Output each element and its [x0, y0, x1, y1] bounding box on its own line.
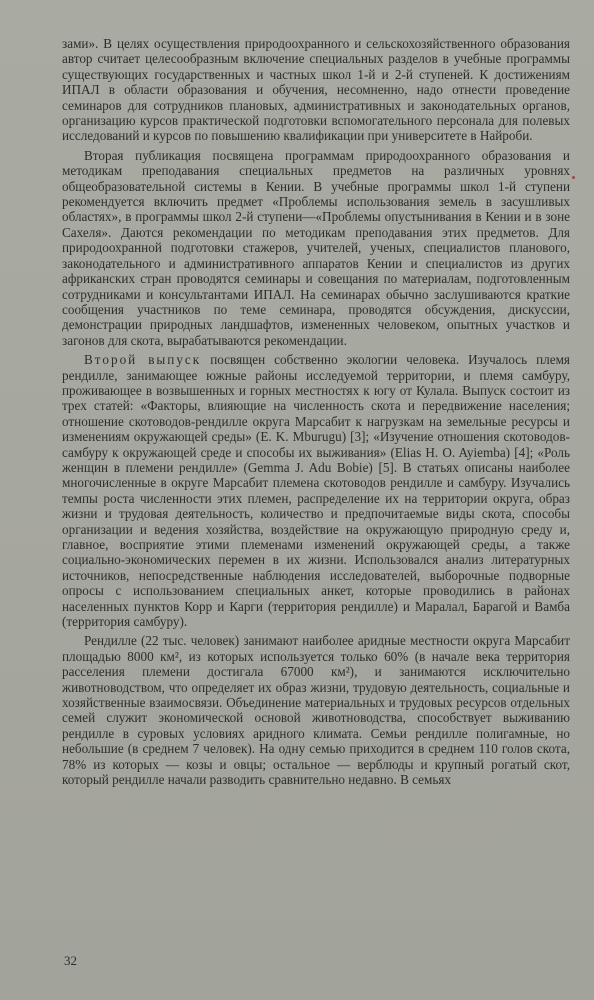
paragraph-rendille: Рендилле (22 тыс. человек) занимают наиболее аридные местности округа Марсабит площадью 8000 км², из которых используется только 60% (в начале века территория расселения племени достигала 67000 км²), и занимаются исключительно животноводством, что определяет их образ жизни, трудовую деятельность, социальные и хозяйственные взаимосвязи. Объединение материальных и трудовых ресурсов отдельных семей служит экономической основой животноводства, способствует выживанию рендилле в суровых условиях аридного климата. Семьи рендилле полигамные, но небольшие (в среднем 7 человек). На одну семью приходится в среднем 110 голов скота, 78% из которых — козы и овцы; остальное — верблюды и крупный рогатый скот, который рендилле начали разводить сравнительно недавно. В семьях	[62, 633, 570, 788]
paragraph-second-publication: Вторая публикация посвящена программам природоохранного образования и методикам преподавания специальных предметов на различных уровнях общеобразовательной системы в Кении. В учебные программы школ 1-й ступени рекомендуется включить предмет «Проблемы использования земель в засушливых областях», в программы школ 2-й ступени—«Проблемы опустынивания в Кении и в зоне Сахеля». Даются рекомендации по методикам преподавания этих предметов. Для природоохранной подготовки стажеров, учителей, ученых, специалистов планового, законодательного и административного аппаратов Кении и специалистов из других африканских стран проводятся семинары и совещания по материалам, подготовленным сотрудниками и консультантами ИПАЛ. На семинарах обычно заслушиваются краткие сообщения участников по теме семинара, проводятся обсуждения, дискуссии, демонстрации природных ландшафтов, измененных человеком, опытных участков и загонов для скота, вырабатываются рекомендации.	[62, 147, 570, 348]
paragraph-second-issue	[62, 352, 570, 629]
main-text	[62, 36, 570, 788]
page-number: 32	[64, 953, 77, 968]
paragraph-second-issue-body: посвящен собственно экологии человека. Изучалось племя рендилле, занимающее южные районы исследуемой территории, и племя самбуру, проживающее в возвышенных и горных местностях к югу от Кулала. Выпуск состоит из трех статей: «Факторы, влияющие на численность скота и передвижение населения; отношение скотоводов-рендилле округа Марсабит к нагрузкам на земельные ресурсы и изменениям окружающей среды» (E. K. Mburugu) [3]; «Изучение отношения скотоводов-самбуру к окружающей среде и способы их выживания» (Elias H. O. Ayiemba) [4]; «Роль женщин в племени рендилле» (Gemma J. Adu Bobie) [5]. В статьях описаны наиболее многочисленные в округе Марсабит племена скотоводов рендилле и самбуру. Изучались темпы роста численности этих племен, распределение их на территории округа, образ жизни и трудовая деятельность, количество и предпочитаемые виды скота, способы организации и ведения хозяйства, воздействие на окружающую природную среду и, главное, восприятие этими племенами изменений окружающей среды, а также социально-экономических перемен в их жизни. Использовался анализ литературных источников, непосредственные наблюдения исследователей, выборочные подворные опросы с использованием специальных анкет, которые проводились в районах населенных пунктов Корр и Карги (территория рендилле) и Маралал, Барагой и Вамба (территория самбуру).	[62, 352, 571, 630]
paragraph-continuation: зами». В целях осуществления природоохранного и сельскохозяйственного образования автор считает целесообразным включение специальных разделов в учебные программы существующих государственных и частных школ 1-й и 2-й ступеней. К достижениям ИПАЛ в области образования и обучения, несомненно, надо отнести проведение семинаров для сотрудников плановых, административных и законодательных органов, организацию курсов практической подготовки вспомогательного персонала для полевых исследований и курсов по повышению квалификации при университете в Найроби.	[62, 36, 570, 144]
ink-speck	[572, 176, 575, 179]
spaced-lead-words: Второй выпуск	[84, 352, 202, 368]
